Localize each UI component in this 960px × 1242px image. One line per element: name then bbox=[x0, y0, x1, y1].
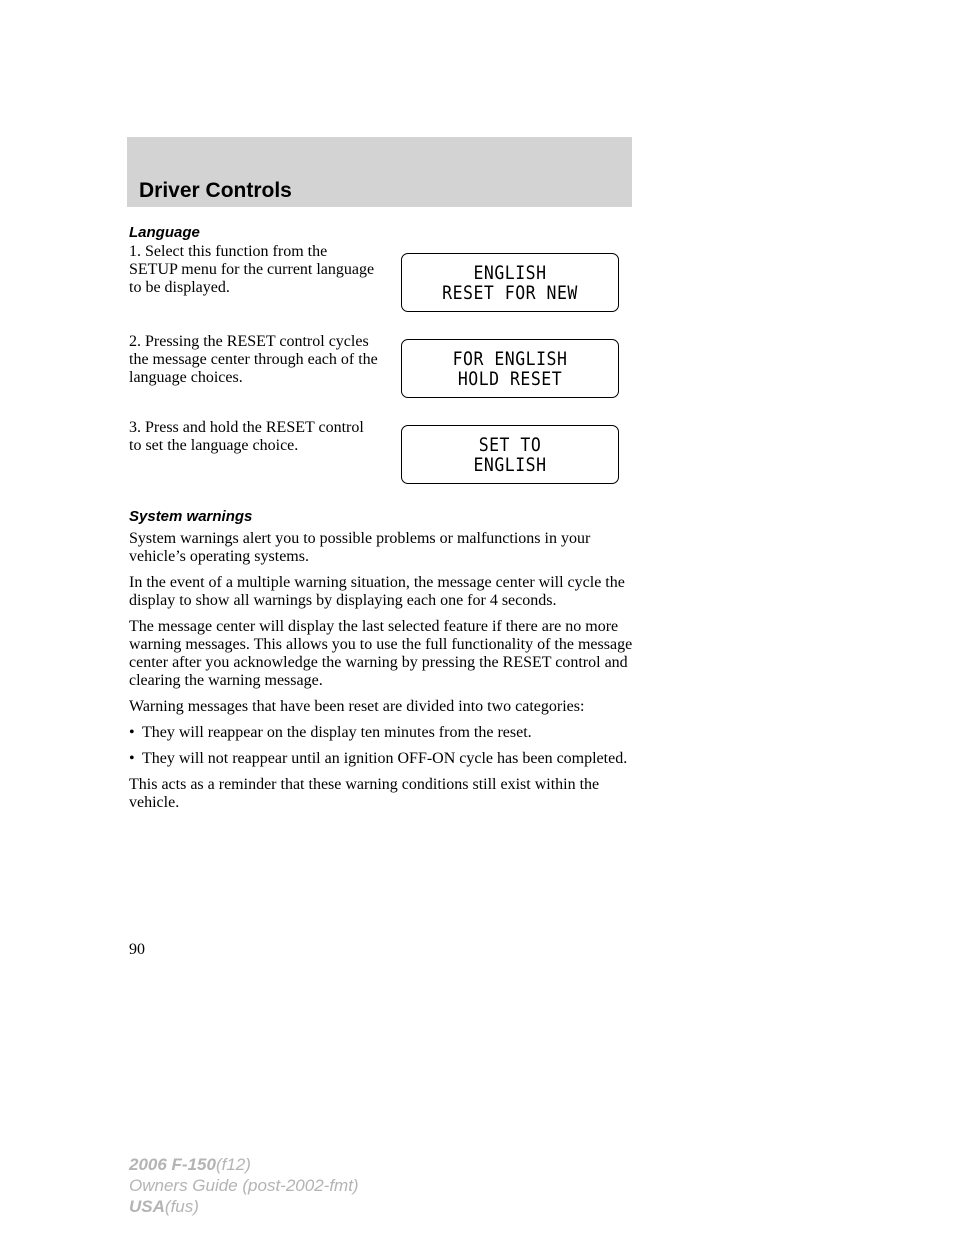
system-warnings-heading: System warnings bbox=[129, 508, 253, 525]
language-step-3: 3. Press and hold the RESET control to set the language choice. bbox=[129, 419, 364, 454]
section-header-bar bbox=[127, 137, 632, 207]
language-heading: Language bbox=[129, 224, 200, 241]
list-item-text: They will not reappear until an ignition OFF-ON cycle has been completed. bbox=[142, 750, 628, 767]
bullet-icon: • bbox=[129, 750, 135, 767]
footer-model-code: (f12) bbox=[215, 1155, 251, 1174]
paragraph: The message center will display the last selected feature if there are no more warning messages. This allows you to use the full functionality of the message center after you acknowledge the warning by pressing the RESET control and clearing the warning message. bbox=[129, 618, 633, 689]
paragraph: System warnings alert you to possible problems or malfunctions in your vehicle’s operating systems. bbox=[129, 530, 591, 565]
message-center-display-1 bbox=[401, 253, 619, 312]
language-step-2: 2. Pressing the RESET control cycles the message center through each of the language choices. bbox=[129, 333, 378, 386]
display-line: RESET FOR NEW bbox=[442, 281, 578, 303]
list-item-text: They will reappear on the display ten minutes from the reset. bbox=[142, 724, 532, 741]
paragraph: Warning messages that have been reset are divided into two categories: bbox=[129, 698, 585, 715]
paragraph: This acts as a reminder that these warning conditions still exist within the vehicle. bbox=[129, 776, 600, 811]
paragraph: In the event of a multiple warning situation, the message center will cycle the display to show all warnings by displaying each one for 4 seconds. bbox=[129, 574, 625, 609]
message-center-display-2 bbox=[401, 339, 619, 398]
display-line: FOR ENGLISH bbox=[452, 347, 568, 369]
display-line: HOLD RESET bbox=[457, 367, 563, 389]
footer-market-code: (fus) bbox=[164, 1197, 199, 1216]
list-item bbox=[129, 750, 649, 768]
display-line: SET TO bbox=[478, 433, 542, 455]
message-center-display-3 bbox=[401, 425, 619, 484]
footer-line-3 bbox=[129, 1196, 359, 1217]
footer-market: USA bbox=[129, 1197, 165, 1216]
list-item bbox=[129, 724, 649, 742]
footer-line-1 bbox=[129, 1154, 359, 1175]
display-line: ENGLISH bbox=[473, 261, 547, 283]
bullet-icon: • bbox=[129, 724, 135, 741]
page-number: 90 bbox=[129, 941, 145, 958]
language-step-1: 1. Select this function from the SETUP menu for the current language to be displayed. bbox=[129, 243, 375, 296]
system-warnings-body bbox=[129, 530, 649, 820]
footer-line-2: Owners Guide (post-2002-fmt) bbox=[129, 1176, 359, 1195]
footer-model: 2006 F-150 bbox=[129, 1155, 216, 1174]
display-line: ENGLISH bbox=[473, 453, 547, 475]
section-title: Driver Controls bbox=[139, 179, 292, 202]
document-footer bbox=[129, 1154, 359, 1217]
